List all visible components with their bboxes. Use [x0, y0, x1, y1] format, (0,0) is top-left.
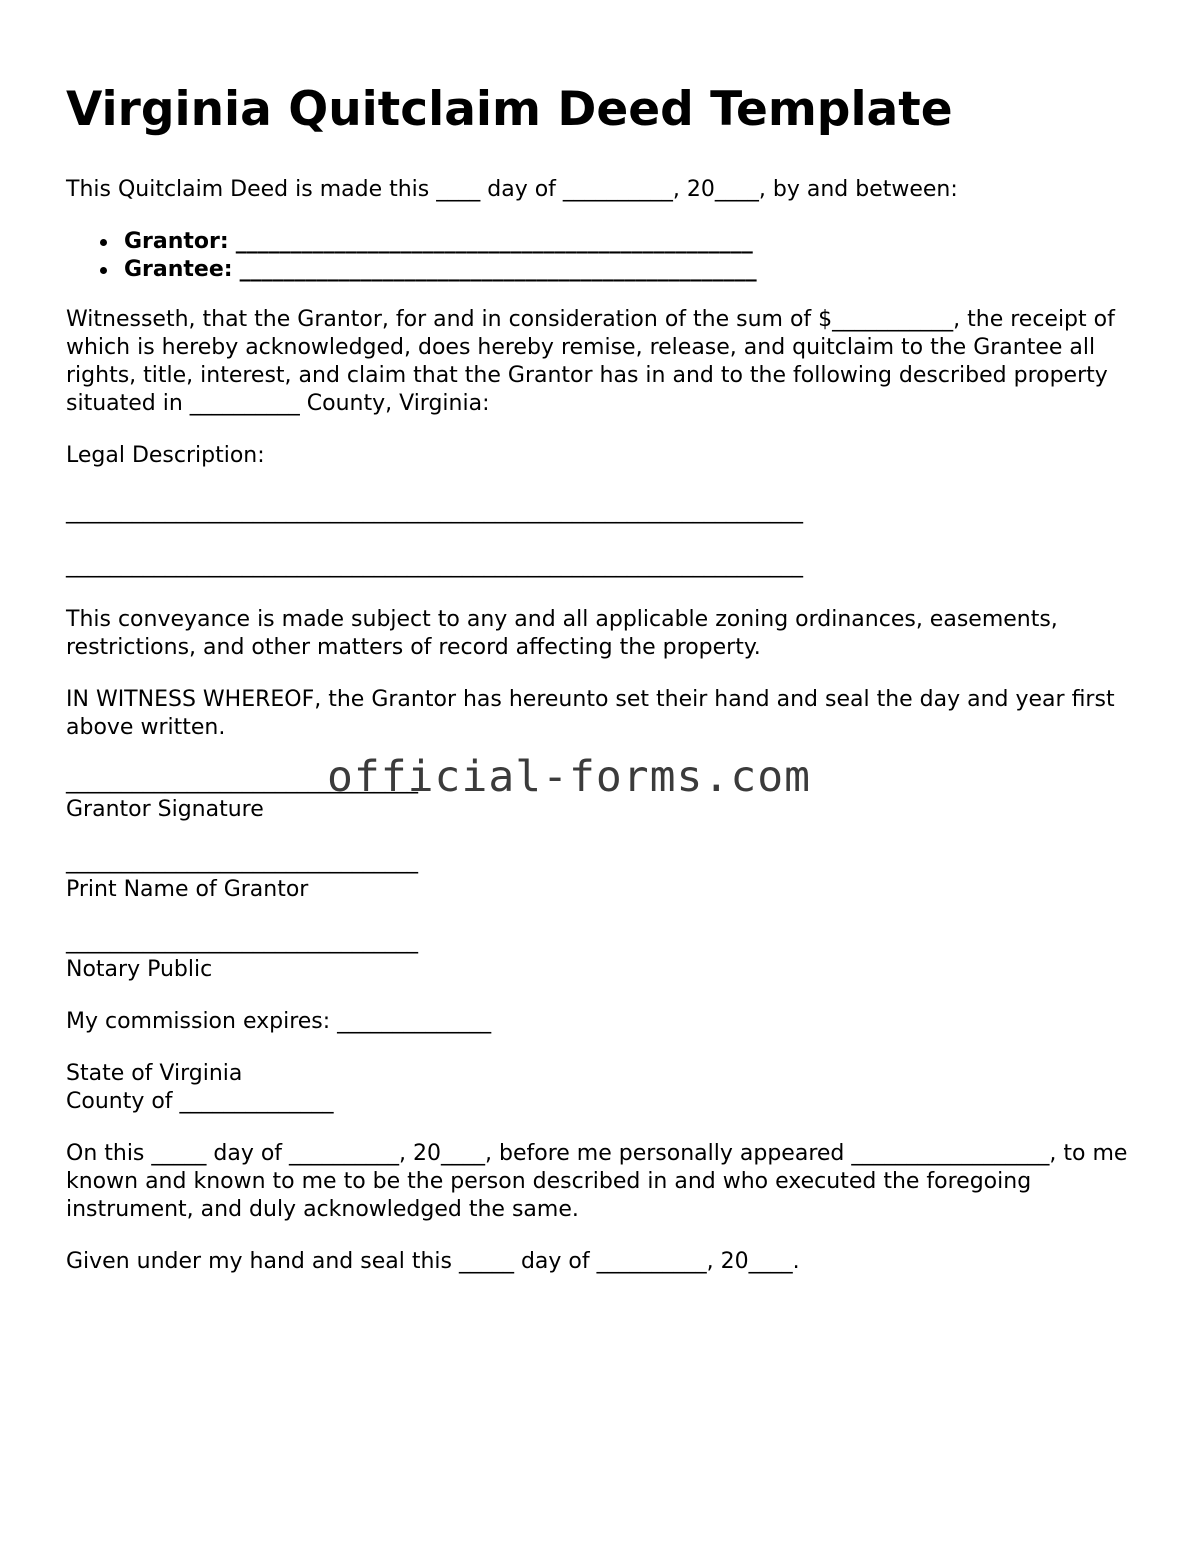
state-county-block [66, 1060, 1136, 1116]
grantor-item [124, 228, 1136, 256]
grantor-signature-block [66, 768, 1136, 824]
legal-description-line: ___________________________________________________________________ [66, 553, 803, 578]
grantor-signature-line: ________________________________ [66, 769, 418, 794]
legal-description-line: ___________________________________________________________________ [66, 499, 803, 524]
grantee-blank: _______________________________________________ [239, 257, 757, 282]
print-name-label: Print Name of Grantor [66, 877, 309, 902]
witnesseth-paragraph: Witnesseth, that the Grantor, for and in consideration of the sum of $___________, the receipt of which is hereby acknowledged, does hereby remise, release, and quitclaim to the Grantee all rights, title, interest, and claim that the Grantor has in and to the following described property situated in __________ County, Virginia: [66, 307, 1115, 416]
state-text: State of Virginia [66, 1061, 243, 1086]
legal-description-label: Legal Description: [66, 443, 265, 468]
print-name-line: ________________________________ [66, 849, 418, 874]
grantor-blank: _______________________________________________ [235, 229, 753, 254]
watermark-text: official-forms.com [327, 752, 811, 802]
grantee-item [124, 256, 1136, 284]
print-name-block [66, 848, 1136, 904]
page-title: Virginia Quitclaim Deed Template [66, 82, 953, 137]
grantor-label: Grantor: [124, 229, 229, 254]
conveyance-paragraph: This conveyance is made subject to any and all applicable zoning ordinances, easements, restrictions, and other matters of record affecting the property. [66, 607, 1058, 660]
acknowledgment-paragraph: On this _____ day of __________, 20____, before me personally appeared __________________, to me known and known to me to be the person described in and who executed the foregoing instrument, and duly acknowledged the same. [66, 1141, 1128, 1222]
grantee-label: Grantee: [124, 257, 233, 282]
given-under-hand: Given under my hand and seal this _____ day of __________, 20____. [66, 1249, 800, 1274]
document-page [66, 78, 1136, 1300]
notary-block [66, 928, 1136, 984]
in-witness-paragraph: IN WITNESS WHEREOF, the Grantor has hereunto set their hand and seal the day and year first above written. [66, 687, 1115, 740]
parties-list [66, 228, 1136, 284]
grantor-signature-label: Grantor Signature [66, 797, 264, 822]
county-text: County of ______________ [66, 1089, 334, 1114]
notary-label: Notary Public [66, 957, 213, 982]
commission-expires: My commission expires: ______________ [66, 1009, 492, 1034]
intro-paragraph: This Quitclaim Deed is made this ____ day of __________, 20____, by and between: [66, 177, 958, 202]
notary-line: ________________________________ [66, 929, 418, 954]
